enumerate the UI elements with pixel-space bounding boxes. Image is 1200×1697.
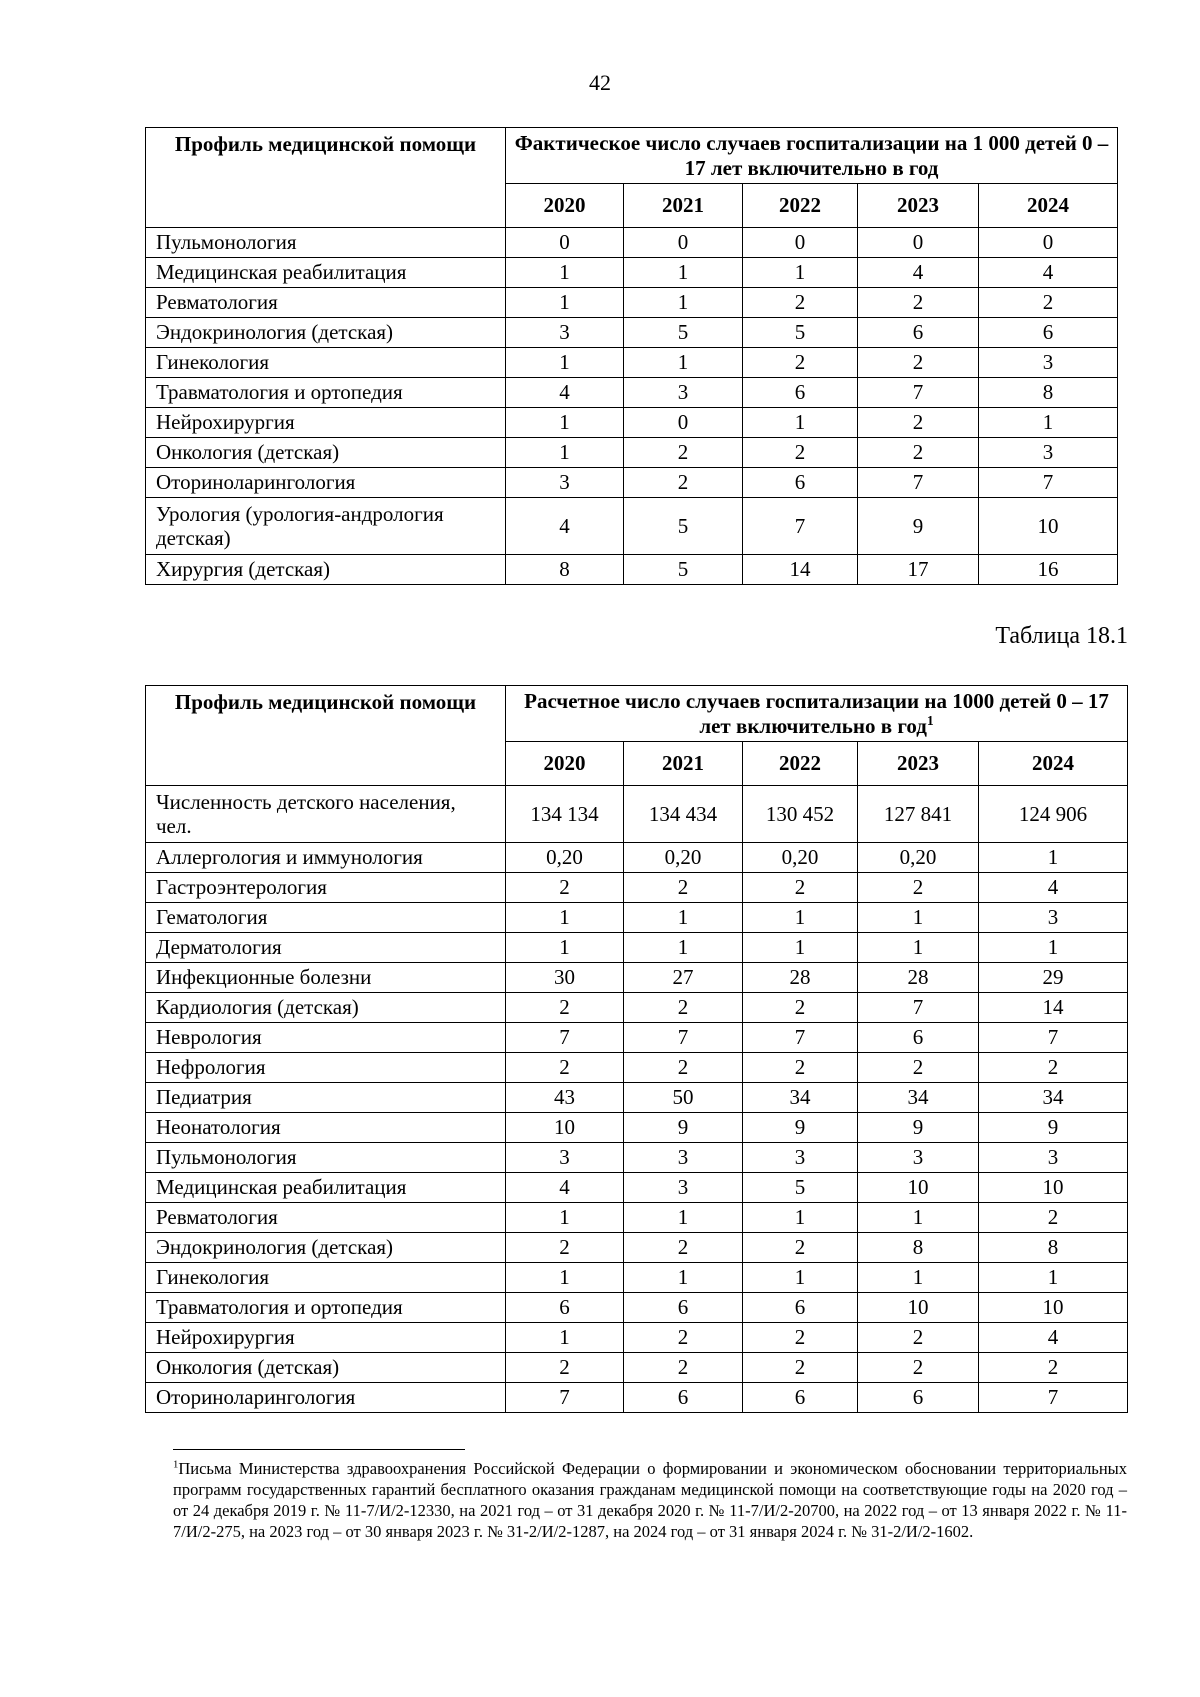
value-cell: 0,20 [743, 843, 858, 873]
table-row [146, 993, 1128, 1023]
value-cell: 1 [743, 408, 858, 438]
value-cell: 4 [979, 258, 1118, 288]
row-label: Хирургия (детская) [146, 555, 506, 585]
value-cell: 1 [979, 1263, 1128, 1293]
value-cell: 130 452 [743, 786, 858, 843]
group-header [506, 686, 1128, 742]
value-cell: 8 [979, 378, 1118, 408]
value-cell: 8 [506, 555, 624, 585]
value-cell: 1 [979, 843, 1128, 873]
value-cell: 0 [979, 228, 1118, 258]
value-cell: 7 [743, 498, 858, 555]
value-cell: 30 [506, 963, 624, 993]
table-row [146, 903, 1128, 933]
value-cell: 3 [624, 1173, 743, 1203]
value-cell: 9 [979, 1113, 1128, 1143]
value-cell: 3 [979, 1143, 1128, 1173]
value-cell: 6 [858, 318, 979, 348]
value-cell: 2 [743, 438, 858, 468]
value-cell: 1 [506, 348, 624, 378]
value-cell: 3 [624, 1143, 743, 1173]
row-label: Оториноларингология [146, 468, 506, 498]
value-cell: 1 [858, 1203, 979, 1233]
year-header: 2020 [506, 742, 624, 786]
table-row [146, 873, 1128, 903]
value-cell: 1 [743, 1203, 858, 1233]
value-cell: 2 [979, 288, 1118, 318]
value-cell: 9 [858, 498, 979, 555]
row-label: Дерматология [146, 933, 506, 963]
table-row [146, 1233, 1128, 1263]
value-cell: 7 [979, 1023, 1128, 1053]
row-label: Пульмонология [146, 228, 506, 258]
table-row [146, 1383, 1128, 1413]
table-row [146, 228, 1118, 258]
value-cell: 2 [858, 438, 979, 468]
row-label: Неонатология [146, 1113, 506, 1143]
year-header: 2020 [506, 184, 624, 228]
value-cell: 1 [624, 1203, 743, 1233]
year-header: 2021 [624, 742, 743, 786]
value-cell: 0,20 [624, 843, 743, 873]
value-cell: 5 [743, 1173, 858, 1203]
value-cell: 1 [624, 288, 743, 318]
row-label: Травматология и ортопедия [146, 378, 506, 408]
value-cell: 1 [506, 933, 624, 963]
row-label: Эндокринология (детская) [146, 318, 506, 348]
value-cell: 0 [624, 228, 743, 258]
row-label: Онкология (детская) [146, 438, 506, 468]
value-cell: 5 [624, 555, 743, 585]
value-cell: 4 [506, 1173, 624, 1203]
value-cell: 7 [506, 1023, 624, 1053]
value-cell: 6 [624, 1383, 743, 1413]
value-cell: 0,20 [506, 843, 624, 873]
value-cell: 3 [979, 438, 1118, 468]
value-cell: 2 [858, 348, 979, 378]
value-cell: 2 [506, 873, 624, 903]
value-cell: 0,20 [858, 843, 979, 873]
value-cell: 10 [506, 1113, 624, 1143]
table-row [146, 348, 1118, 378]
value-cell: 28 [858, 963, 979, 993]
value-cell: 6 [979, 318, 1118, 348]
value-cell: 3 [506, 318, 624, 348]
group-header: Фактическое число случаев госпитализации на 1 000 детей 0 – 17 лет включительно в год [506, 128, 1118, 184]
value-cell: 2 [858, 288, 979, 318]
value-cell: 2 [858, 1323, 979, 1353]
value-cell: 2 [858, 408, 979, 438]
value-cell: 7 [506, 1383, 624, 1413]
value-cell: 2 [858, 1053, 979, 1083]
value-cell: 8 [858, 1233, 979, 1263]
value-cell: 4 [979, 873, 1128, 903]
table-row [146, 786, 1128, 843]
value-cell: 2 [506, 1053, 624, 1083]
value-cell: 2 [979, 1203, 1128, 1233]
page-number: 42 [589, 70, 611, 95]
value-cell: 4 [979, 1323, 1128, 1353]
row-label: Медицинская реабилитация [146, 1173, 506, 1203]
value-cell: 4 [506, 378, 624, 408]
year-header: 2024 [979, 184, 1118, 228]
value-cell: 10 [858, 1293, 979, 1323]
value-cell: 6 [624, 1293, 743, 1323]
value-cell: 2 [624, 873, 743, 903]
value-cell: 6 [743, 378, 858, 408]
footnote-marker: 1 [173, 1458, 179, 1471]
profile-header: Профиль медицинской помощи [146, 686, 506, 786]
table-row [146, 498, 1118, 555]
table-row [146, 1143, 1128, 1173]
table-row [146, 378, 1118, 408]
value-cell: 14 [743, 555, 858, 585]
value-cell: 6 [858, 1383, 979, 1413]
value-cell: 2 [858, 1353, 979, 1383]
value-cell: 14 [979, 993, 1128, 1023]
value-cell: 2 [743, 1353, 858, 1383]
value-cell: 29 [979, 963, 1128, 993]
table-row [146, 1113, 1128, 1143]
table-row [146, 1263, 1128, 1293]
value-cell: 6 [743, 1383, 858, 1413]
table-row [146, 438, 1118, 468]
actual-hospitalization-table [145, 127, 1118, 585]
value-cell: 2 [743, 1233, 858, 1263]
value-cell: 7 [624, 1023, 743, 1053]
year-header: 2022 [743, 184, 858, 228]
year-header: 2023 [858, 184, 979, 228]
value-cell: 1 [743, 1263, 858, 1293]
value-cell: 3 [506, 1143, 624, 1173]
table-row [146, 1323, 1128, 1353]
table-row [146, 1203, 1128, 1233]
value-cell: 10 [979, 1293, 1128, 1323]
value-cell: 1 [624, 933, 743, 963]
value-cell: 1 [506, 903, 624, 933]
value-cell: 1 [858, 1263, 979, 1293]
value-cell: 43 [506, 1083, 624, 1113]
row-label: Неврология [146, 1023, 506, 1053]
value-cell: 5 [624, 498, 743, 555]
row-label: Гинекология [146, 348, 506, 378]
value-cell: 1 [506, 1203, 624, 1233]
value-cell: 9 [858, 1113, 979, 1143]
value-cell: 6 [858, 1023, 979, 1053]
row-label: Онкология (детская) [146, 1353, 506, 1383]
value-cell: 2 [624, 1323, 743, 1353]
value-cell: 1 [624, 1263, 743, 1293]
row-label: Инфекционные болезни [146, 963, 506, 993]
value-cell: 1 [743, 903, 858, 933]
table-row [146, 1293, 1128, 1323]
value-cell: 2 [624, 438, 743, 468]
table-row [146, 318, 1118, 348]
value-cell: 2 [743, 993, 858, 1023]
row-label: Численность детского населения, чел. [146, 786, 506, 843]
value-cell: 9 [624, 1113, 743, 1143]
value-cell: 0 [858, 228, 979, 258]
row-label: Ревматология [146, 1203, 506, 1233]
value-cell: 2 [979, 1053, 1128, 1083]
table-row [146, 555, 1118, 585]
table-row [146, 933, 1128, 963]
value-cell: 2 [624, 468, 743, 498]
value-cell: 6 [743, 468, 858, 498]
value-cell: 3 [979, 348, 1118, 378]
value-cell: 2 [743, 1323, 858, 1353]
value-cell: 2 [624, 1053, 743, 1083]
value-cell: 7 [858, 993, 979, 1023]
value-cell: 2 [624, 993, 743, 1023]
value-cell: 4 [858, 258, 979, 288]
value-cell: 3 [979, 903, 1128, 933]
value-cell: 2 [743, 288, 858, 318]
value-cell: 2 [506, 993, 624, 1023]
value-cell: 1 [506, 1323, 624, 1353]
table-row [146, 258, 1118, 288]
value-cell: 1 [858, 933, 979, 963]
year-header: 2024 [979, 742, 1128, 786]
value-cell: 27 [624, 963, 743, 993]
row-label: Ревматология [146, 288, 506, 318]
value-cell: 0 [743, 228, 858, 258]
value-cell: 1 [979, 933, 1128, 963]
value-cell: 2 [743, 873, 858, 903]
table-row [146, 1173, 1128, 1203]
value-cell: 1 [506, 438, 624, 468]
value-cell: 1 [979, 408, 1118, 438]
value-cell: 7 [979, 1383, 1128, 1413]
year-header: 2022 [743, 742, 858, 786]
value-cell: 1 [624, 903, 743, 933]
value-cell: 127 841 [858, 786, 979, 843]
value-cell: 34 [979, 1083, 1128, 1113]
value-cell: 2 [858, 873, 979, 903]
table-row [146, 843, 1128, 873]
value-cell: 1 [624, 348, 743, 378]
value-cell: 124 906 [979, 786, 1128, 843]
row-label: Кардиология (детская) [146, 993, 506, 1023]
value-cell: 1 [506, 258, 624, 288]
row-label: Урология (урология-андрология детская) [146, 498, 506, 555]
value-cell: 3 [624, 378, 743, 408]
row-label: Гинекология [146, 1263, 506, 1293]
row-label: Нефрология [146, 1053, 506, 1083]
table-row [146, 1353, 1128, 1383]
value-cell: 3 [506, 468, 624, 498]
value-cell: 4 [506, 498, 624, 555]
footnote-text: Письма Министерства здравоохранения Российской Федерации о формировании и экономическом обосновании территориальных программ государственных гарантий бесплатного оказания гражданам медицинской помощи на соответствующие годы на 2020 год – от 24 декабря 2019 г. № 11-7/И/2-12330, на 2021 год – от 31 декабря 2020 г. № 11-7/И/2-20700, на 2022 год – от 13 января 2022 г. № 11-7/И/2-275, на 2023 год – от 30 января 2023 г. № 31-2/И/2-1287, на 2024 год – от 31 января 2024 г. № 31-2/И/2-1602. [173, 1459, 1127, 1541]
table-row [146, 1053, 1128, 1083]
profile-header: Профиль медицинской помощи [146, 128, 506, 228]
value-cell: 2 [624, 1353, 743, 1383]
table-row [146, 1023, 1128, 1053]
value-cell: 16 [979, 555, 1118, 585]
value-cell: 2 [979, 1353, 1128, 1383]
value-cell: 3 [743, 1143, 858, 1173]
value-cell: 3 [858, 1143, 979, 1173]
table-row [146, 963, 1128, 993]
value-cell: 1 [743, 933, 858, 963]
value-cell: 2 [743, 348, 858, 378]
value-cell: 10 [858, 1173, 979, 1203]
footnote [173, 1458, 1127, 1542]
value-cell: 28 [743, 963, 858, 993]
value-cell: 1 [624, 258, 743, 288]
value-cell: 7 [979, 468, 1118, 498]
table-row [146, 1083, 1128, 1113]
value-cell: 6 [506, 1293, 624, 1323]
row-label: Аллергология и иммунология [146, 843, 506, 873]
value-cell: 2 [743, 1053, 858, 1083]
value-cell: 134 134 [506, 786, 624, 843]
group-header-text: Расчетное число случаев госпитализации на 1000 детей 0 – 17 лет включительно в год [524, 689, 1109, 738]
value-cell: 1 [743, 258, 858, 288]
row-label: Гематология [146, 903, 506, 933]
row-label: Медицинская реабилитация [146, 258, 506, 288]
row-label: Травматология и ортопедия [146, 1293, 506, 1323]
row-label: Эндокринология (детская) [146, 1233, 506, 1263]
value-cell: 1 [506, 288, 624, 318]
value-cell: 7 [743, 1023, 858, 1053]
value-cell: 2 [506, 1353, 624, 1383]
table-row [146, 468, 1118, 498]
row-label: Нейрохирургия [146, 408, 506, 438]
value-cell: 34 [743, 1083, 858, 1113]
row-label: Пульмонология [146, 1143, 506, 1173]
value-cell: 9 [743, 1113, 858, 1143]
value-cell: 10 [979, 1173, 1128, 1203]
value-cell: 134 434 [624, 786, 743, 843]
value-cell: 1 [506, 1263, 624, 1293]
table-row [146, 288, 1118, 318]
value-cell: 2 [624, 1233, 743, 1263]
value-cell: 2 [506, 1233, 624, 1263]
table-caption: Таблица 18.1 [995, 623, 1128, 649]
value-cell: 5 [743, 318, 858, 348]
value-cell: 17 [858, 555, 979, 585]
row-label: Оториноларингология [146, 1383, 506, 1413]
footnote-divider [173, 1449, 465, 1450]
value-cell: 5 [624, 318, 743, 348]
row-label: Нейрохирургия [146, 1323, 506, 1353]
row-label: Педиатрия [146, 1083, 506, 1113]
year-header: 2023 [858, 742, 979, 786]
footnote-ref: 1 [926, 712, 934, 728]
year-header: 2021 [624, 184, 743, 228]
value-cell: 0 [624, 408, 743, 438]
value-cell: 7 [858, 468, 979, 498]
value-cell: 8 [979, 1233, 1128, 1263]
row-label: Гастроэнтерология [146, 873, 506, 903]
value-cell: 1 [858, 903, 979, 933]
value-cell: 10 [979, 498, 1118, 555]
value-cell: 7 [858, 378, 979, 408]
estimated-hospitalization-table [145, 685, 1128, 1413]
value-cell: 34 [858, 1083, 979, 1113]
value-cell: 50 [624, 1083, 743, 1113]
value-cell: 0 [506, 228, 624, 258]
value-cell: 6 [743, 1293, 858, 1323]
value-cell: 1 [506, 408, 624, 438]
table-row [146, 408, 1118, 438]
